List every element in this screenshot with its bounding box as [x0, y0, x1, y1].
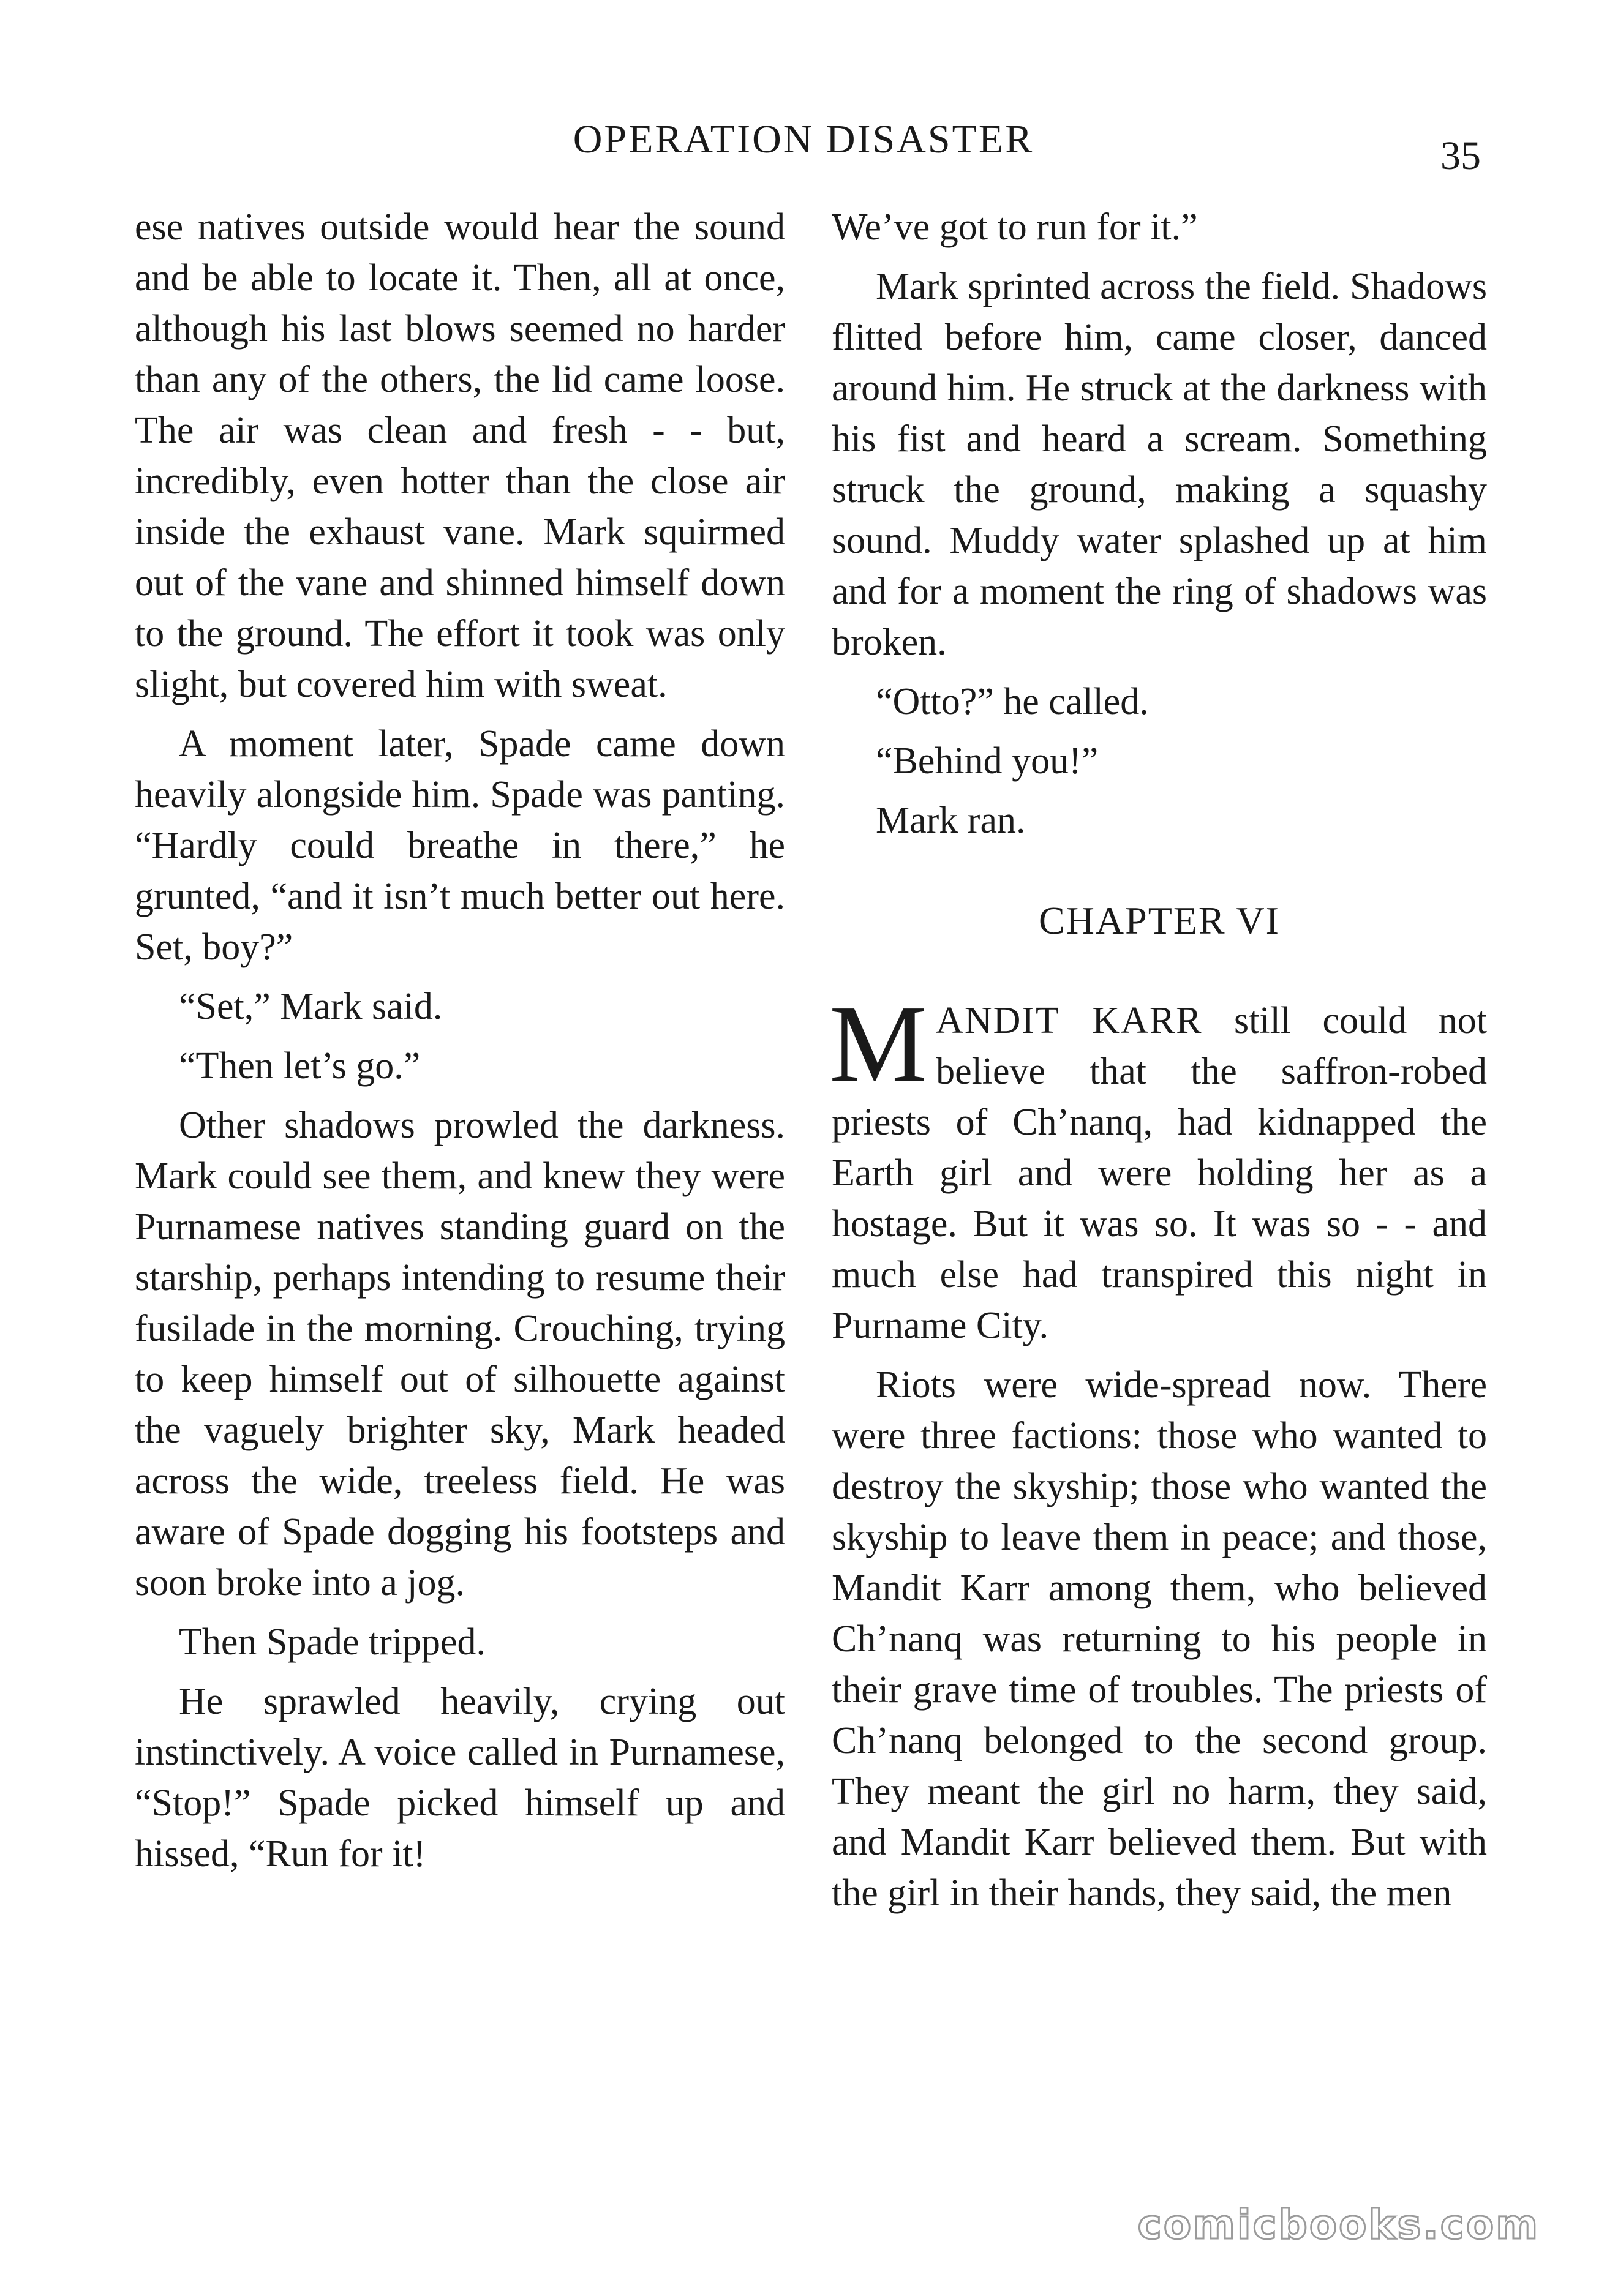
paragraph: Mark sprinted across the field. Shadows flitted before him, came closer, danced around him. He struck at the darkness with his fist and heard a scream. Something struck the ground, making a squashy sound. Muddy water splashed up at him and for a moment the ring of shadows was broken.: [832, 266, 1487, 663]
paragraph: ese natives outside would hear the sound and be able to locate it. Then, all at once, although his last blows seemed no harder than any of the others, the lid came loose. The air was clean and fresh - - but, incredibly, even hotter than the close air inside the exhaust vane. Mark squirmed out of the vane and shinned himself down to the ground. The effort it took was only slight, but covered him with sweat.: [135, 206, 785, 705]
paragraph: Riots were wide-spread now. There were three factions: those who wanted to destroy the skyship; those who wanted the skyship to leave them in peace; and those, Mandit Karr among them, who believed Ch’nanq was returning to his people in their grave time of troubles. The priests of Ch’nanq belonged to the second group. They meant the girl no harm, they said, and Mandit Karr believed them. But with the girl in their hands, they said, the men: [832, 1364, 1487, 1914]
paragraph: Mark ran.: [876, 800, 1026, 841]
chapter-heading: CHAPTER VI: [1039, 899, 1280, 942]
drop-cap: M: [829, 983, 928, 1105]
running-title: OPERATION DISASTER: [573, 117, 1034, 162]
page-number: 35: [1440, 133, 1481, 178]
paragraph: Then Spade tripped.: [179, 1621, 486, 1663]
left-column: [135, 202, 785, 1888]
paragraph: We’ve got to run for it.”: [832, 206, 1198, 248]
opening-small-caps: ANDIT KARR: [936, 1000, 1203, 1041]
paragraph: Other shadows prowled the darkness. Mark could see them, and knew they were Purnamese natives standing guard on the starship, perhaps intending to resume their fusilade in the morning. Crouching, trying to keep himself out of silhouette against the vaguely brighter sky, Mark headed across the wide, treeless field. He was aware of Spade dogging his footsteps and soon broke into a jog.: [135, 1105, 785, 1604]
right-column: [829, 202, 1487, 1927]
paragraph: “Otto?” he called.: [876, 681, 1149, 722]
paragraph: “Behind you!”: [876, 740, 1099, 782]
opening-text: still could not believe that the saffron-robed priests of Ch’nanq, had kidnapped the Earth girl and were holding her as a hostage. But it was so. It was so - - and much else had transpired this night in Purname City.: [832, 1000, 1487, 1346]
paragraph: “Set,” Mark said.: [179, 986, 443, 1027]
paragraph: “Then let’s go.”: [179, 1045, 421, 1087]
paragraph: He sprawled heavily, crying out instinctively. A voice called in Purnamese, “Stop!” Spade picked himself up and hissed, “Run for it!: [135, 1681, 785, 1875]
watermark: comicbooks.com: [1137, 2201, 1540, 2248]
paragraph: A moment later, Spade came down heavily alongside him. Spade was panting. “Hardly could breathe in there,” he grunted, “and it isn’t much better out here. Set, boy?”: [135, 723, 785, 968]
chapter-opening-paragraph: [829, 983, 1487, 1351]
